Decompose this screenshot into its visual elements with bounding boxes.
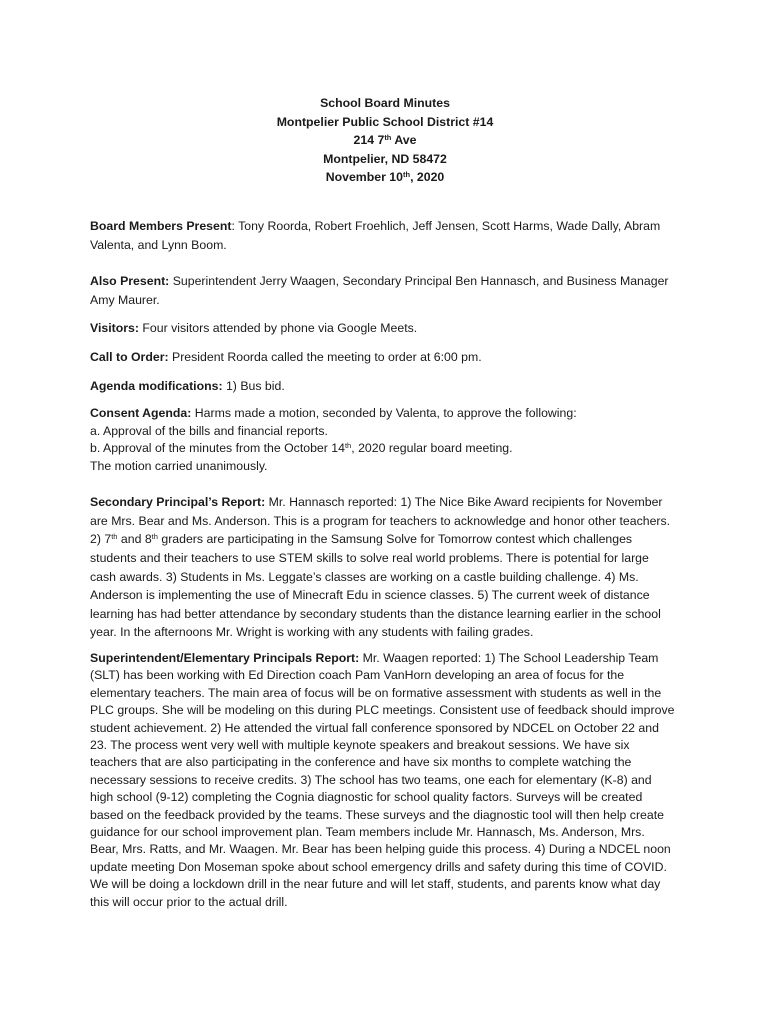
call-to-order-label: Call to Order: (90, 349, 169, 364)
district-name: Montpelier Public School District #14 (276, 114, 494, 129)
address-street: Ave (391, 133, 417, 148)
document-header (0, 94, 770, 187)
secondary-report-paragraph (90, 493, 676, 642)
also-present-text: Superintendent Jerry Waagen, Secondary Principal Ben Hannasch, and Business Manager Amy Maurer. (90, 274, 669, 307)
consent-item-b-pre: b. Approval of the minutes from the October 14 (90, 441, 345, 456)
address-line (0, 131, 770, 150)
secondary-report-label: Secondary Principal’s Report: (90, 495, 266, 510)
agenda-modifications-label: Agenda modifications: (90, 378, 223, 393)
consent-item-a: a. Approval of the bills and financial reports. (90, 423, 328, 438)
address-number: 214 7 (353, 133, 385, 148)
address-suffix: th (384, 133, 392, 143)
secondary-report-text-2: and 8 (117, 532, 152, 547)
secondary-report-text-1: Mr. Hannasch reported: 1) The Nice Bike Award recipients for November are Mrs. Bear and Ms. Anderson. This is a program for teachers to acknowledge and honor other teachers. 2) 7 (90, 495, 671, 547)
secondary-report-sup-1: th (111, 532, 118, 542)
also-present-paragraph (90, 272, 676, 309)
board-members-paragraph (90, 217, 676, 254)
date-year: , 2020 (410, 170, 445, 185)
secondary-report-sup-2: th (151, 532, 158, 542)
visitors-paragraph (90, 319, 676, 338)
visitors-label: Visitors: (90, 321, 139, 336)
secondary-report-text-3: graders are participating in the Samsung Solve for Tomorrow contest which challenges students and their teachers to use STEM skills to solve real world problems. There is potential for large cash awards. 3) Students in Ms. Leggate’s classes are working on a castle building challenge. 4) Ms. Anderson is implementing the use of Minecraft Edu in science classes. 5) The current week of distance learning has had better attendance by secondary students than the distance learning earlier in the school year. In the afternoons Mr. Wright is working with any students with failing grades. (90, 532, 661, 640)
consent-agenda-paragraph (90, 405, 676, 475)
agenda-modifications-text: 1) Bus bid. (222, 378, 285, 393)
date-month-day: November 10 (325, 170, 403, 185)
call-to-order-paragraph (90, 348, 676, 367)
consent-result: The motion carried unanimously. (90, 458, 268, 473)
board-members-label: Board Members Present (90, 219, 232, 233)
call-to-order-text: President Roorda called the meeting to order at 6:00 pm. (168, 349, 482, 364)
superintendent-report-paragraph (90, 650, 676, 911)
superintendent-report-label: Superintendent/Elementary Principals Report: (90, 650, 360, 665)
city-line: Montpelier, ND 58472 (323, 151, 447, 166)
consent-agenda-text: Harms made a motion, seconded by Valenta, to approve the following: (191, 406, 577, 421)
agenda-modifications-paragraph (90, 377, 676, 396)
date-suffix: th (402, 170, 411, 180)
consent-item-b-suffix: th (344, 441, 352, 451)
consent-item-b (90, 441, 513, 455)
visitors-text: Four visitors attended by phone via Google Meets. (138, 321, 418, 336)
consent-item-b-post: , 2020 regular board meeting. (351, 441, 513, 456)
meeting-date (0, 168, 770, 187)
minutes-body (90, 217, 676, 911)
document-title: School Board Minutes (320, 96, 450, 110)
consent-agenda-label: Consent Agenda: (90, 406, 192, 421)
also-present-label: Also Present: (90, 274, 170, 289)
board-members-text: : Tony Roorda, Robert Froehlich, Jeff Jensen, Scott Harms, Wade Dally, Abram Valenta, and Lynn Boom. (90, 219, 661, 252)
superintendent-report-text: Mr. Waagen reported: 1) The School Leadership Team (SLT) has been working with Ed Direction coach Pam VanHorn developing an area of focus for the elementary teachers. The main area of focus will be on formative assessment with students as well in the PLC groups. She will be modeling on this during PLC meetings. Consistent use of feedback should improve student achievement. 2) He attended the virtual fall conference sponsored by NDCEL on October 22 and 23. The process went very well with multiple keynote speakers and breakout sessions. We have six teachers that are also participating in the conference and have six months to complete watching the necessary sessions to receive credits. 3) The school has two teams, one each for elementary (K-8) and high school (9-12) completing the Cognia diagnostic for school quality factors. Surveys will be created based on the feedback provided by the teams. These surveys and the diagnostic tool will then help create guidance for our school improvement plan. Team members include Mr. Hannasch, Ms. Anderson, Mrs. Bear, Mrs. Ratts, and Mr. Waagen. Mr. Bear has been helping guide this process. 4) During a NDCEL noon update meeting Don Moseman spoke about school emergency drills and safety during this time of COVID. We will be doing a lockdown drill in the near future and will let staff, students, and parents know what day this will occur prior to the actual drill. (90, 650, 675, 909)
